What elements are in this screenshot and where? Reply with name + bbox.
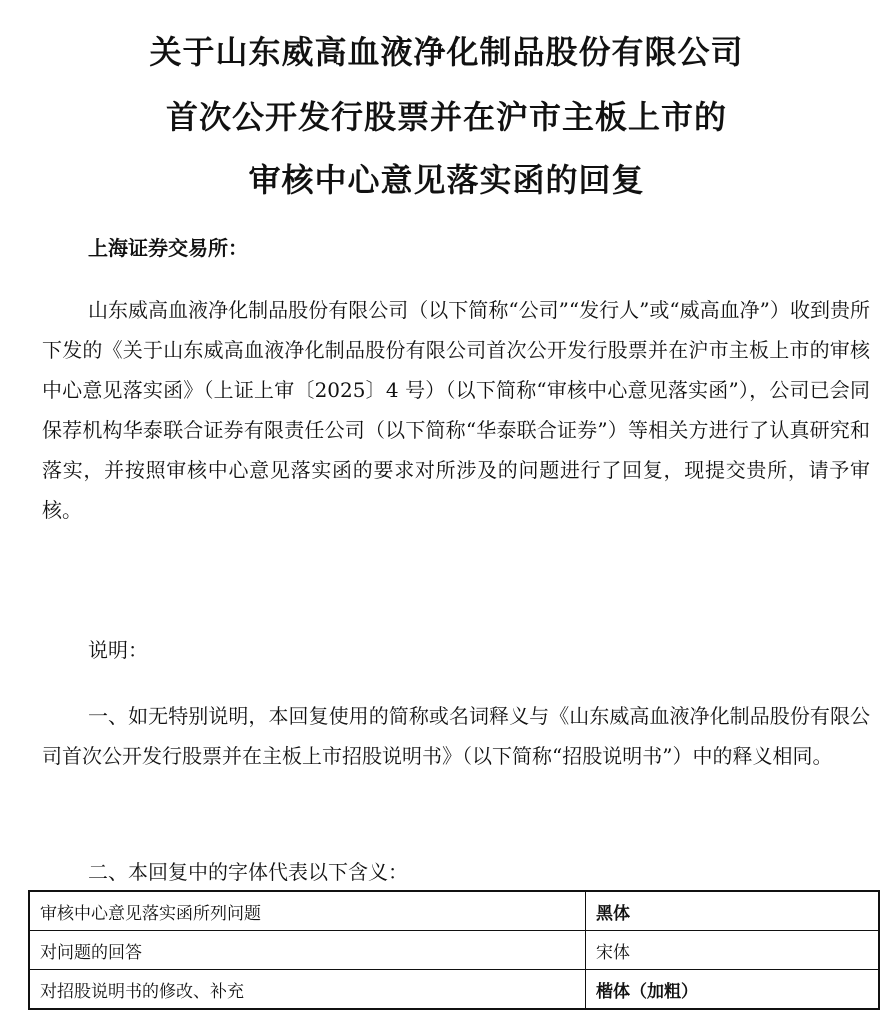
font-legend-table (28, 890, 880, 1010)
table-cell-item: 对招股说明书的修改、补充 (29, 970, 586, 1010)
table-cell-font: 黑体 (586, 891, 880, 931)
table-cell-font: 宋体 (586, 931, 880, 970)
title-line-3: 审核中心意见落实函的回复 (248, 161, 645, 199)
table-row (29, 970, 879, 1010)
table-cell-item: 审核中心意见落实函所列问题 (29, 891, 586, 931)
table-cell-item: 对问题的回答 (29, 931, 586, 970)
addressee: 上海证券交易所： (88, 236, 248, 260)
table-row (29, 891, 879, 931)
intro-paragraph: 山东威高血液净化制品股份有限公司（以下简称“公司”“发行人”或“威高血净”）收到贵所下发的《关于山东威高血液净化制品股份有限公司首次公开发行股票并在沪市主板上市的审核中心意见落实函》（上证上审〔2025〕4 号）（以下简称“审核中心意见落实函”），公司已会同保荐机构华泰联合证券有限责任公司（以下简称“华泰联合证券”）等相关方进行了认真研究和落实，并按照审核中心意见落实函的要求对所涉及的问题进行了回复，现提交贵所，请予审核。 (42, 298, 870, 522)
note-heading: 说明： (88, 638, 148, 662)
table-cell-font: 楷体（加粗） (586, 970, 880, 1010)
title-line-1: 关于山东威高血液净化制品股份有限公司 (149, 33, 744, 71)
title-line-2: 首次公开发行股票并在沪市主板上市的 (165, 98, 727, 136)
table-row (29, 931, 879, 970)
note-item-1: 一、如无特别说明，本回复使用的简称或名词释义与《山东威高血液净化制品股份有限公司首次公开发行股票并在主板上市招股说明书》（以下简称“招股说明书”）中的释义相同。 (42, 704, 870, 768)
note-item-2: 二、本回复中的字体代表以下含义： (88, 860, 408, 884)
